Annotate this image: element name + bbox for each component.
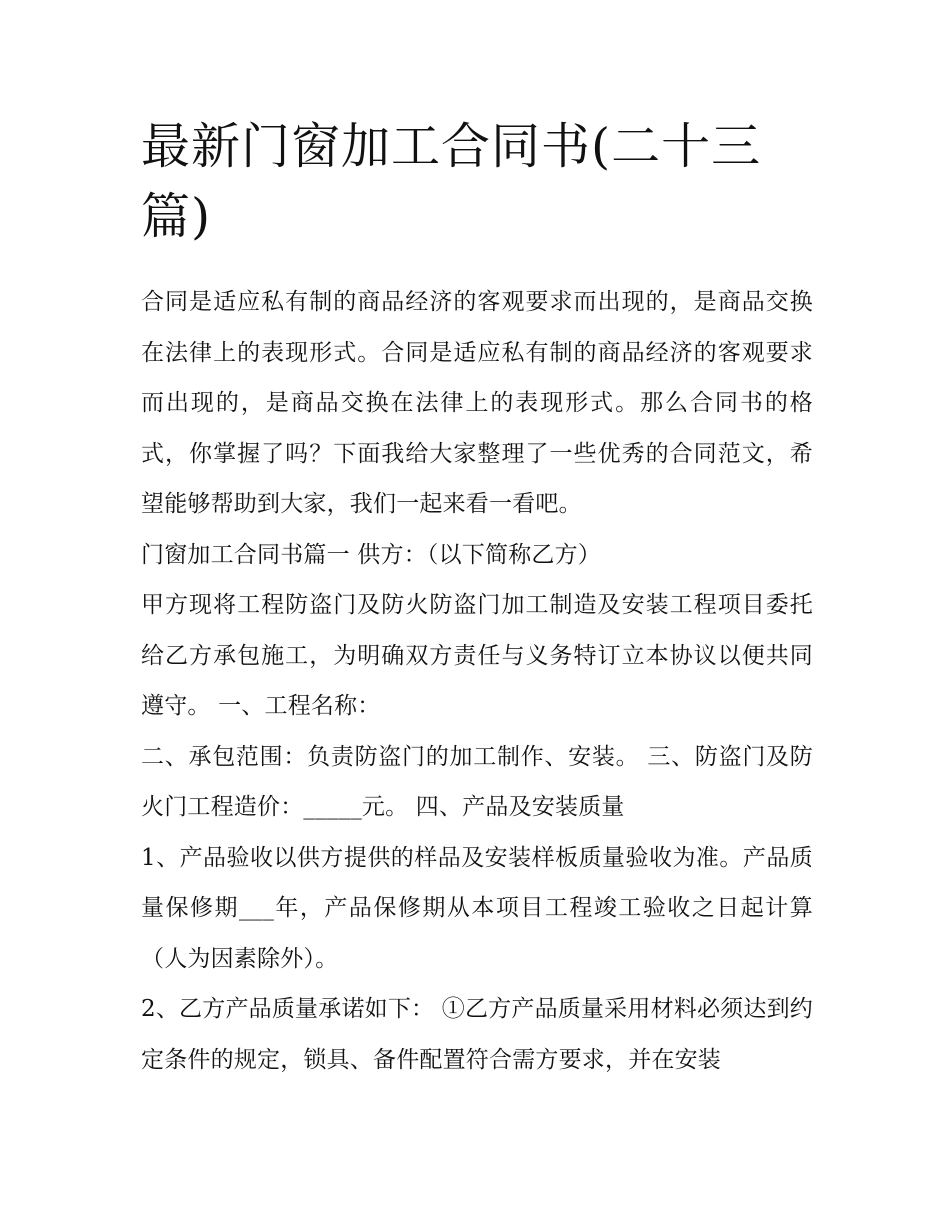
- paragraph-section-one-header: 门窗加工合同书篇一 供方：（以下简称乙方）: [141, 541, 602, 568]
- paragraph-scope-price: 二、承包范围：负责防盗门的加工制作、安装。 三、防盗门及防火门工程造价：_____元。 四、产品及安装质量: [141, 743, 813, 820]
- document-title: 最新门窗加工合同书(二十三篇): [141, 118, 762, 245]
- document-body: [141, 112, 813, 1085]
- paragraph-commission: 甲方现将工程防盗门及防火防盗门加工制造及安装工程项目委托给乙方承包施工，为明确双方责任与义务特订立本协议以便共同遵守。 一、工程名称：: [141, 592, 813, 719]
- paragraph-intro: 合同是适应私有制的商品经济的客观要求而出现的，是商品交换在法律上的表现形式。合同是适应私有制的商品经济的客观要求而出现的，是商品交换在法律上的表现形式。那么合同书的格式，你掌握了吗？下面我给大家整理了一些优秀的合同范文，希望能够帮助到大家，我们一起来看一看吧。: [141, 289, 813, 517]
- paragraph-quality-2: 2、乙方产品质量承诺如下： ①乙方产品质量采用材料必须达到约定条件的规定，锁具、备件配置符合需方要求，并在安装: [141, 996, 813, 1073]
- paragraph-quality-1: 1、产品验收以供方提供的样品及安装样板质量验收为准。产品质量保修期___年，产品保修期从本项目工程竣工验收之日起计算（人为因素除外）。: [141, 844, 813, 972]
